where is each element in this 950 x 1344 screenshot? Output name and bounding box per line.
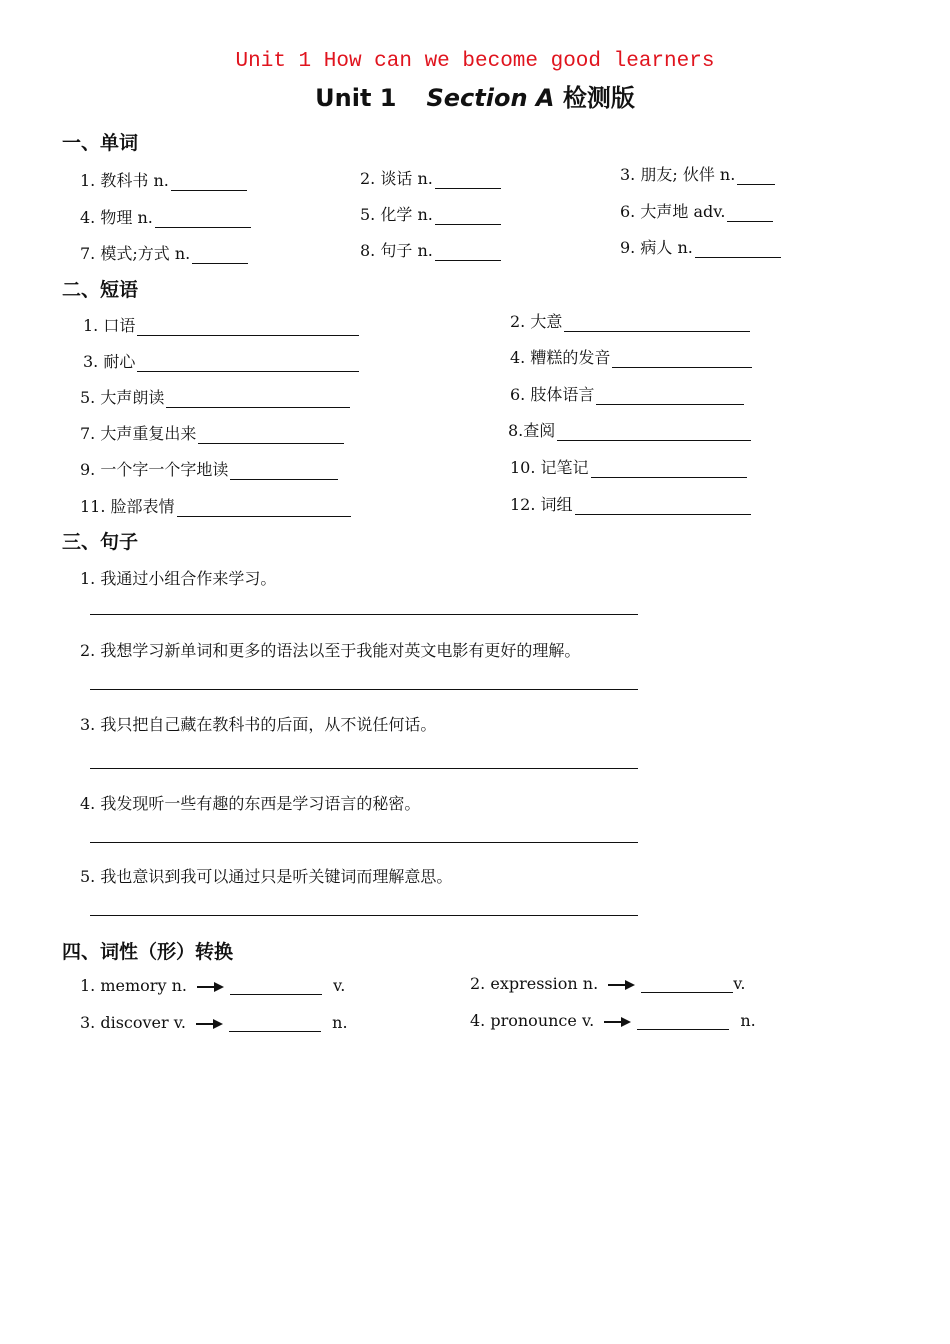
section-phrases-heading: 二、短语 <box>62 279 139 301</box>
phrase-item <box>83 313 359 336</box>
answer-blank[interactable] <box>557 424 751 441</box>
subtitle-unit: Unit 1 <box>315 84 397 112</box>
arrow-right-icon <box>603 1015 631 1029</box>
phrase-item <box>80 457 338 480</box>
sentence-prompt: 4. 我发现听一些有趣的东西是学习语言的秘密。 <box>80 794 421 813</box>
phrase-item <box>83 349 359 372</box>
answer-blank[interactable] <box>695 241 781 258</box>
word-label: 4. 物理 n. <box>80 208 153 227</box>
phrase-item <box>510 382 744 405</box>
word-item <box>360 238 501 261</box>
word-item <box>620 162 775 185</box>
word-label: 1. 教科书 n. <box>80 171 169 190</box>
word-label: 8. 句子 n. <box>360 241 433 260</box>
phrase-label: 11. 脸部表情 <box>80 497 175 516</box>
answer-blank[interactable] <box>177 500 351 517</box>
conversion-source: 4. pronounce v. <box>470 1011 595 1030</box>
phrase-label: 5. 大声朗读 <box>80 388 165 407</box>
sentence-answer-line[interactable] <box>90 614 638 615</box>
word-label: 7. 模式;方式 n. <box>80 244 191 263</box>
answer-blank[interactable] <box>166 391 350 408</box>
answer-blank[interactable] <box>230 463 338 480</box>
answer-blank[interactable] <box>230 978 322 995</box>
word-label: 9. 病人 n. <box>620 238 693 257</box>
arrow-right-icon <box>196 980 224 994</box>
phrase-label: 3. 耐心 <box>83 352 136 371</box>
word-item <box>80 168 247 191</box>
conversion-target-pos: n. <box>332 1013 348 1032</box>
section-sentences-heading: 三、句子 <box>62 531 139 553</box>
word-item <box>620 199 773 222</box>
conversion-source: 2. expression n. <box>470 974 599 993</box>
phrase-label: 8.查阅 <box>508 421 556 440</box>
section-words-heading: 一、单词 <box>62 132 139 154</box>
section-conversion-heading: 四、词性（形）转换 <box>62 941 234 963</box>
word-label: 5. 化学 n. <box>360 205 433 224</box>
word-item <box>80 205 251 228</box>
conversion-source: 1. memory n. <box>80 976 187 995</box>
answer-blank[interactable] <box>171 174 247 191</box>
answer-blank[interactable] <box>137 319 359 336</box>
subtitle-suffix: 检测版 <box>562 84 635 112</box>
answer-blank[interactable] <box>591 461 747 478</box>
word-item <box>360 202 501 225</box>
phrase-label: 6. 肢体语言 <box>510 385 595 404</box>
conversion-item <box>470 974 745 993</box>
sentence-prompt: 3. 我只把自己藏在教科书的后面，从不说任何话。 <box>80 715 437 734</box>
answer-blank[interactable] <box>435 208 501 225</box>
answer-blank[interactable] <box>575 498 751 515</box>
word-item <box>360 166 501 189</box>
worksheet-subtitle <box>0 78 950 113</box>
answer-blank[interactable] <box>155 211 251 228</box>
answer-blank[interactable] <box>435 172 501 189</box>
word-label: 2. 谈话 n. <box>360 169 433 188</box>
word-label: 6. 大声地 adv. <box>620 202 726 221</box>
worksheet-title: Unit 1 How can we become good learners <box>235 50 715 73</box>
phrase-label: 4. 糟糕的发音 <box>510 348 611 367</box>
conversion-target-pos: v. <box>733 974 746 993</box>
phrase-item <box>510 492 751 515</box>
conversion-item <box>470 1011 756 1030</box>
arrow-right-icon <box>195 1017 223 1031</box>
answer-blank[interactable] <box>637 1013 729 1030</box>
answer-blank[interactable] <box>198 427 344 444</box>
subtitle-section: Section A <box>426 84 555 112</box>
phrase-item <box>80 421 344 444</box>
sentence-prompt: 2. 我想学习新单词和更多的语法以至于我能对英文电影有更好的理解。 <box>80 641 581 660</box>
phrase-item <box>80 494 351 517</box>
answer-blank[interactable] <box>727 205 773 222</box>
answer-blank[interactable] <box>564 315 750 332</box>
phrase-item <box>80 385 350 408</box>
answer-blank[interactable] <box>192 247 248 264</box>
answer-blank[interactable] <box>641 976 733 993</box>
answer-blank[interactable] <box>137 355 359 372</box>
phrase-item <box>510 345 752 368</box>
conversion-item <box>80 976 345 995</box>
phrase-label: 2. 大意 <box>510 312 563 331</box>
answer-blank[interactable] <box>612 351 752 368</box>
phrase-item <box>508 418 751 441</box>
phrase-label: 1. 口语 <box>83 316 136 335</box>
sentence-answer-line[interactable] <box>90 689 638 690</box>
sentence-prompt: 5. 我也意识到我可以通过只是听关键词而理解意思。 <box>80 867 453 886</box>
word-item <box>620 235 781 258</box>
phrase-label: 9. 一个字一个字地读 <box>80 460 229 479</box>
word-item <box>80 241 248 264</box>
answer-blank[interactable] <box>435 244 501 261</box>
answer-blank[interactable] <box>596 388 744 405</box>
phrase-label: 10. 记笔记 <box>510 458 589 477</box>
word-label: 3. 朋友; 伙伴 n. <box>620 165 736 184</box>
conversion-target-pos: v. <box>333 976 346 995</box>
arrow-right-icon <box>607 978 635 992</box>
answer-blank[interactable] <box>737 168 775 185</box>
answer-blank[interactable] <box>229 1015 321 1032</box>
conversion-target-pos: n. <box>740 1011 756 1030</box>
phrase-label: 7. 大声重复出来 <box>80 424 197 443</box>
phrase-item <box>510 455 747 478</box>
sentence-prompt: 1. 我通过小组合作来学习。 <box>80 569 277 588</box>
conversion-source: 3. discover v. <box>80 1013 186 1032</box>
sentence-answer-line[interactable] <box>90 842 638 843</box>
phrase-item <box>510 309 750 332</box>
phrase-label: 12. 词组 <box>510 495 573 514</box>
sentence-answer-line[interactable] <box>90 915 638 916</box>
sentence-answer-line[interactable] <box>90 768 638 769</box>
conversion-item <box>80 1013 348 1032</box>
